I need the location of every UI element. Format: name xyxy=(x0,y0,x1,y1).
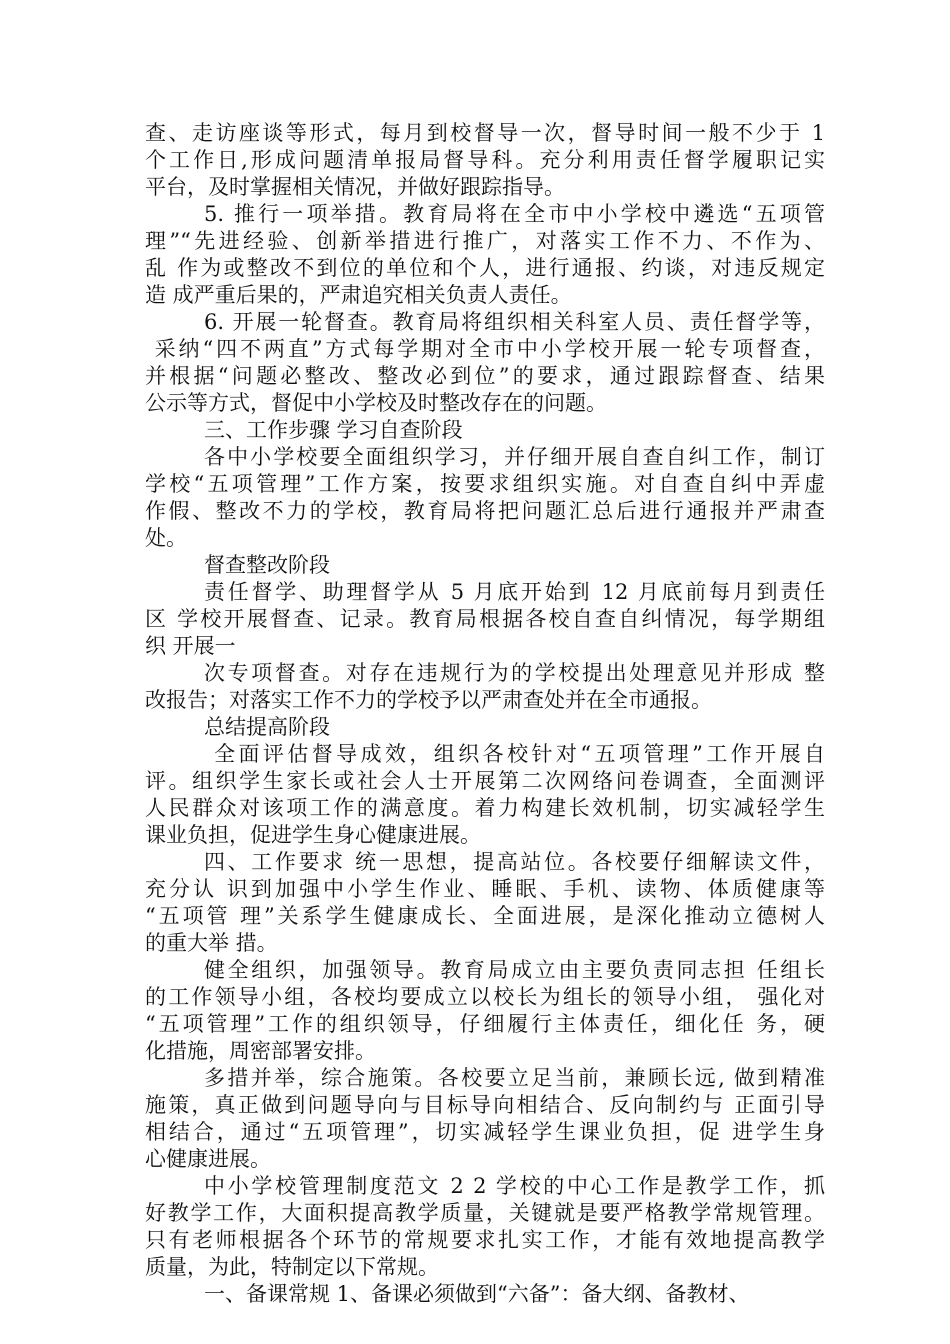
text-line: 总结提高阶段 xyxy=(204,715,330,739)
text-line: 个工作日,形成问题清单报局督导科。充分利用责任督学履职记实 xyxy=(145,148,825,172)
text-line: 织 开展一 xyxy=(145,634,236,658)
paragraph xyxy=(145,660,825,714)
text-line: 并根据“问题必整改、整改必到位”的要求，通过跟踪督查、结果 xyxy=(145,364,825,388)
text-line: 的工作领导小组，各校均要成立以校长为组长的领导小组， 强化对 xyxy=(145,985,825,1009)
text-line: 采纳“四不两直”方式每学期对全市中小学校开展一轮专项督查， xyxy=(145,337,825,361)
text-line: 一、备课常规 1、备课必须做到“六备”：备大纲、备教材、 xyxy=(204,1282,750,1306)
text-line: 健全组织，加强领导。教育局成立由主要负责同志担 任组长 xyxy=(204,958,825,982)
text-line: 评。组织学生家长或社会人士开展第二次网络问卷调查，全面测评 xyxy=(145,769,825,793)
section-heading xyxy=(145,417,825,444)
text-line: 施策，真正做到问题导向与目标导向相结合、反向制约与 正面引导 xyxy=(145,1093,825,1117)
paragraph xyxy=(145,579,825,660)
text-line: 责任督学、助理督学从 5 月底开始到 12 月底前每月到责任 xyxy=(204,580,825,604)
paragraph xyxy=(145,120,825,201)
text-line: 只有老师根据各个环节的常规要求扎实工作，才能有效地提高教学 xyxy=(145,1228,825,1252)
text-line: 平台，及时掌握相关情况，并做好跟踪指导。 xyxy=(145,175,565,199)
text-line: 改报告；对落实工作不力的学校予以严肃查处并在全市通报。 xyxy=(145,688,712,712)
text-line: 中小学校管理制度范文 2 2 学校的中心工作是教学工作，抓 xyxy=(204,1174,825,1198)
text-line: “五项管理”工作的组织领导，仔细履行主体责任，细化任 务，硬 xyxy=(145,1012,825,1036)
text-line: 多措并举，综合施策。各校要立足当前，兼顾长远, 做到精准 xyxy=(204,1066,825,1090)
paragraph xyxy=(145,309,825,417)
text-line: 理”“先进经验、创新举措进行推广，对落实工作不力、不作为、 xyxy=(145,229,825,253)
text-line: 相结合，通过“五项管理”，切实减轻学生课业负担，促 进学生身 xyxy=(145,1120,825,1144)
paragraph xyxy=(145,957,825,1065)
text-line: 乱 作为或整改不到位的单位和个人，进行通报、约谈，对违反规定 xyxy=(145,256,825,280)
text-line: 各中小学校要全面组织学习，并仔细开展自查自纠工作，制订 xyxy=(204,445,825,469)
text-line: 四、工作要求 统一思想，提高站位。各校要仔细解读文件， xyxy=(204,850,825,874)
text-line: 处。 xyxy=(145,526,187,550)
paragraph xyxy=(145,849,825,957)
text-line: 的重大举 措。 xyxy=(145,931,278,955)
text-line: 课业负担，促进学生身心健康进展。 xyxy=(145,823,481,847)
text-line: 查、走访座谈等形式，每月到校督导一次，督导时间一般不少于 1 xyxy=(145,121,825,145)
text-line: 心健康进展。 xyxy=(145,1147,271,1171)
section-heading xyxy=(145,552,825,579)
text-line: 公示等方式，督促中小学校及时整改存在的问题。 xyxy=(145,391,607,415)
text-line: 督查整改阶段 xyxy=(204,553,330,577)
text-line: 6. 开展一轮督查。教育局将组织相关科室人员、责任督学等， xyxy=(204,310,825,334)
paragraph xyxy=(145,1065,825,1173)
text-line: 5. 推行一项举措。教育局将在全市中小学校中遴选“五项管 xyxy=(204,202,825,226)
text-line: 三、工作步骤 学习自查阶段 xyxy=(204,418,463,442)
paragraph xyxy=(145,1281,825,1308)
text-line: 次专项督查。对存在违规行为的学校提出处理意见并形成 整 xyxy=(204,661,825,685)
paragraph xyxy=(145,1173,825,1281)
text-line: 质量，为此，特制定以下常规。 xyxy=(145,1255,439,1279)
text-line: “五项管 理”关系学生健康成长、全面进展，是深化推动立德树人 xyxy=(145,904,825,928)
paragraph xyxy=(145,741,825,849)
text-line: 学校“五项管理”工作方案，按要求组织实施。对自查自纠中弄虚 xyxy=(145,472,825,496)
paragraph xyxy=(145,201,825,309)
text-line: 全面评估督导成效，组织各校针对“五项管理”工作开展自 xyxy=(204,742,825,766)
text-line: 造 成严重后果的，严肃追究相关负责人责任。 xyxy=(145,283,572,307)
text-line: 好教学工作，大面积提高教学质量，关键就是要严格教学常规管理。 xyxy=(145,1201,825,1225)
section-heading xyxy=(145,714,825,741)
text-line: 区 学校开展督查、记录。教育局根据各校自查自纠情况，每学期组 xyxy=(145,607,825,631)
paragraph xyxy=(145,444,825,552)
text-line: 充分认 识到加强中小学生作业、睡眠、手机、读物、体质健康等 xyxy=(145,877,825,901)
text-line: 作假、整改不力的学校，教育局将把问题汇总后进行通报并严肃查 xyxy=(145,499,825,523)
text-line: 化措施，周密部署安排。 xyxy=(145,1039,376,1063)
text-line: 人民群众对该项工作的满意度。着力构建长效机制，切实减轻学生 xyxy=(145,796,825,820)
document-body xyxy=(145,120,825,1308)
